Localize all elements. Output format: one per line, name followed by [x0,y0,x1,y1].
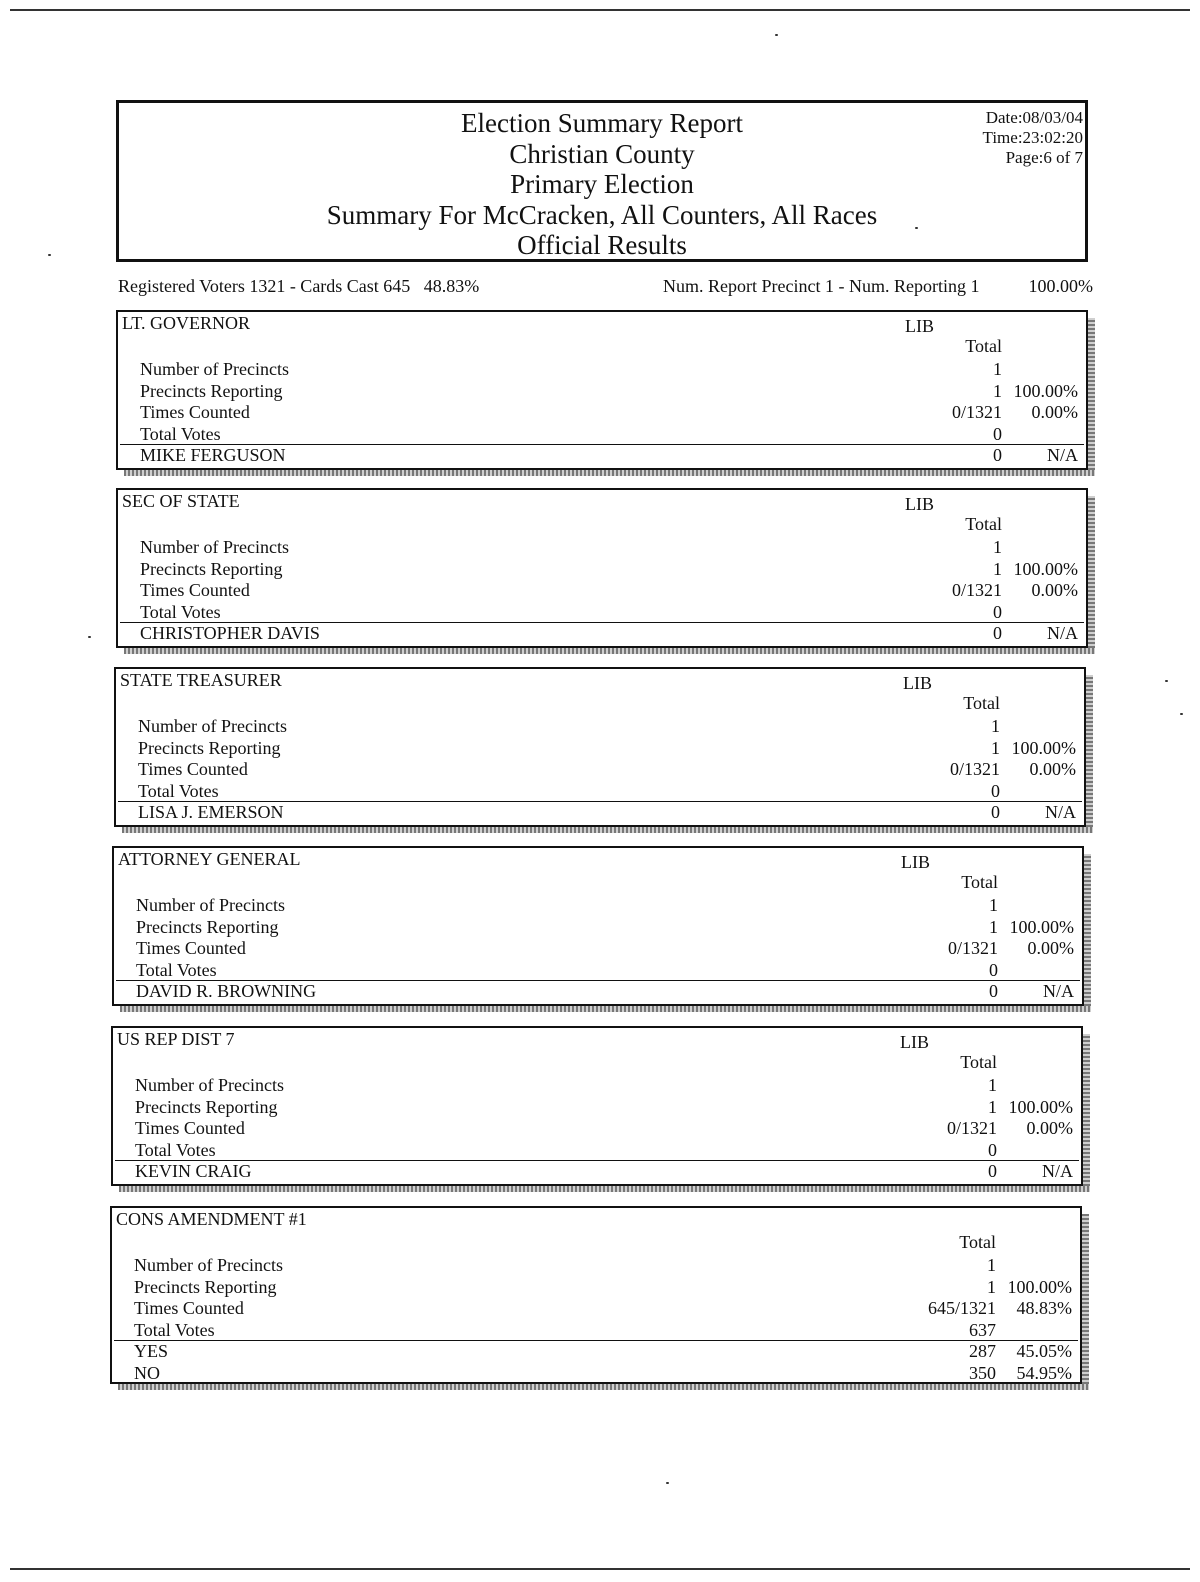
candidate-name: MIKE FERGUSON [140,445,286,465]
stat-percent: 100.00% [1007,1276,1072,1297]
stat-value: 637 [969,1319,996,1340]
candidate-votes: 287 [969,1341,996,1361]
stat-value: 1 [987,1276,996,1297]
total-column-header: Total [963,693,1000,713]
county-name: Christian County [509,138,695,169]
stat-label: Number of Precincts [140,537,289,557]
report-date: Date:08/03/04 [985,108,1083,127]
stat-percent: 48.83% [1016,1298,1072,1318]
stat-value: 1 [989,916,998,937]
scan-speck [88,636,91,638]
candidate-name: CHRISTOPHER DAVIS [140,623,320,643]
scan-speck [1180,713,1183,715]
stat-label: Number of Precincts [135,1075,284,1095]
total-column-header: Total [965,514,1002,534]
stat-value: 1 [989,895,998,915]
stat-value: 1 [988,1075,997,1095]
candidate-votes: 350 [969,1362,996,1383]
stat-percent: 100.00% [1011,737,1076,758]
stat-row [136,938,1074,960]
race-box [116,310,1088,470]
stat-value: 0 [993,423,1002,444]
stat-row [136,895,1074,917]
stat-row [135,1118,1073,1140]
stat-row [134,1320,1072,1342]
total-column-header: Total [959,1232,996,1252]
candidate-row [134,1363,1072,1385]
candidate-name: NO [134,1362,160,1383]
candidate-row [138,802,1076,824]
candidate-row [136,981,1074,1003]
stat-value: 0/1321 [951,402,1002,422]
stat-value: 0/1321 [946,1118,997,1138]
top-page-border [10,9,1190,11]
candidate-percent: N/A [1043,981,1074,1001]
stat-label: Number of Precincts [136,895,285,915]
candidate-votes: 0 [989,981,998,1001]
stat-label: Total Votes [140,601,221,622]
race-title: CONS AMENDMENT #1 [116,1209,307,1229]
candidate-votes: 0 [988,1161,997,1181]
stat-value: 0 [993,601,1002,622]
stat-percent: 100.00% [1013,380,1078,401]
race-title: US REP DIST 7 [117,1029,235,1049]
stat-row [134,1277,1072,1299]
party-label: LIB [900,1032,929,1052]
candidate-percent: N/A [1045,802,1076,822]
report-header [116,100,1088,262]
race-box [110,1206,1082,1384]
voters-cards-cast: Registered Voters 1321 - Cards Cast 645 48.83% [118,276,480,296]
candidate-percent: N/A [1047,623,1078,643]
scan-speck [48,254,51,256]
stat-label: Precincts Reporting [140,380,283,401]
race-box [114,667,1086,827]
stat-row [136,917,1074,939]
scan-speck [915,227,918,229]
stat-row [135,1097,1073,1119]
stat-row [134,1298,1072,1320]
candidate-percent: 45.05% [1016,1341,1072,1361]
stat-label: Precincts Reporting [134,1276,277,1297]
stat-label: Precincts Reporting [140,558,283,579]
race-box [112,846,1084,1006]
stat-label: Times Counted [135,1118,245,1138]
candidate-percent: 54.95% [1016,1362,1072,1383]
scan-speck [1165,680,1168,682]
stat-value: 1 [988,1096,997,1117]
total-column-header: Total [960,1052,997,1072]
stat-percent: 100.00% [1013,558,1078,579]
candidate-row [140,623,1078,645]
stat-value: 1 [991,716,1000,736]
stat-value: 0 [988,1139,997,1160]
stat-value: 1 [987,1255,996,1275]
stat-value: 1 [993,558,1002,579]
stat-label: Total Votes [135,1139,216,1160]
stat-label: Times Counted [140,402,250,422]
report-meta [983,108,1083,168]
stat-row [138,738,1076,760]
candidate-row [140,445,1078,467]
race-title: LT. GOVERNOR [122,313,251,333]
stat-row [140,559,1078,581]
report-title: Election Summary Report [461,108,743,138]
stat-row [140,359,1078,381]
stat-row [138,759,1076,781]
stat-label: Number of Precincts [138,716,287,736]
stat-label: Times Counted [138,759,248,779]
stat-value: 0 [991,780,1000,801]
stat-row [140,537,1078,559]
stat-value: 1 [993,537,1002,557]
stat-value: 0/1321 [947,938,998,958]
stat-percent: 0.00% [1031,402,1078,422]
stat-label: Times Counted [134,1298,244,1318]
total-column-header: Total [965,336,1002,356]
scan-speck [666,1482,669,1484]
stat-label: Total Votes [136,959,217,980]
stat-value: 0/1321 [951,580,1002,600]
stat-percent: 0.00% [1031,580,1078,600]
stat-label: Times Counted [136,938,246,958]
party-label: LIB [905,494,934,514]
stat-value: 1 [993,380,1002,401]
candidate-row [135,1161,1073,1183]
stat-row [135,1075,1073,1097]
stat-percent: 100.00% [1009,916,1074,937]
stat-label: Precincts Reporting [138,737,281,758]
candidate-row [134,1341,1072,1363]
reporting-percent: 100.00% [1028,276,1093,296]
stat-row [136,960,1074,982]
stat-label: Total Votes [138,780,219,801]
precinct-reporting: Num. Report Precinct 1 - Num. Reporting 1 [663,276,980,296]
page-number: Page:6 of 7 [1005,148,1083,167]
stat-row [140,602,1078,624]
candidate-percent: N/A [1047,445,1078,465]
stat-row [138,716,1076,738]
stat-row [138,781,1076,803]
stat-value: 1 [993,359,1002,379]
stat-label: Precincts Reporting [136,916,279,937]
stat-label: Precincts Reporting [135,1096,278,1117]
race-title: ATTORNEY GENERAL [118,849,301,869]
stat-label: Total Votes [134,1319,215,1340]
stat-value: 0 [989,959,998,980]
stat-label: Times Counted [140,580,250,600]
candidate-votes: 0 [993,445,1002,465]
candidate-percent: N/A [1042,1161,1073,1181]
stat-row [134,1255,1072,1277]
report-time: Time:23:02:20 [982,128,1083,147]
candidate-name: YES [134,1341,169,1361]
stat-row [140,424,1078,446]
party-label: LIB [905,316,934,336]
election-name: Primary Election [510,169,694,199]
stat-row [135,1140,1073,1162]
stat-percent: 0.00% [1026,1118,1073,1138]
party-label: LIB [903,673,932,693]
stat-label: Number of Precincts [134,1255,283,1275]
candidate-name: KEVIN CRAIG [135,1161,252,1181]
total-column-header: Total [961,872,998,892]
stat-value: 645/1321 [927,1298,996,1318]
stat-label: Number of Precincts [140,359,289,379]
candidate-votes: 0 [991,802,1000,822]
candidate-votes: 0 [993,623,1002,643]
stat-percent: 0.00% [1027,938,1074,958]
report-title-block [119,108,1085,261]
stat-value: 0/1321 [949,759,1000,779]
stat-row [140,580,1078,602]
scan-speck [775,34,778,36]
stat-label: Total Votes [140,423,221,444]
race-title: SEC OF STATE [122,491,240,511]
stat-row [140,381,1078,403]
bottom-page-border [10,1568,1190,1570]
results-status: Official Results [517,230,687,260]
registration-summary [118,276,1093,300]
race-box [116,488,1088,648]
stat-percent: 0.00% [1029,759,1076,779]
party-label: LIB [901,852,930,872]
stat-row [140,402,1078,424]
race-title: STATE TREASURER [120,670,282,690]
stat-percent: 100.00% [1008,1096,1073,1117]
candidate-name: LISA J. EMERSON [138,802,284,822]
candidate-name: DAVID R. BROWNING [136,981,317,1001]
summary-scope: Summary For McCracken, All Counters, All Races [326,199,878,230]
stat-value: 1 [991,737,1000,758]
race-box [111,1026,1083,1186]
